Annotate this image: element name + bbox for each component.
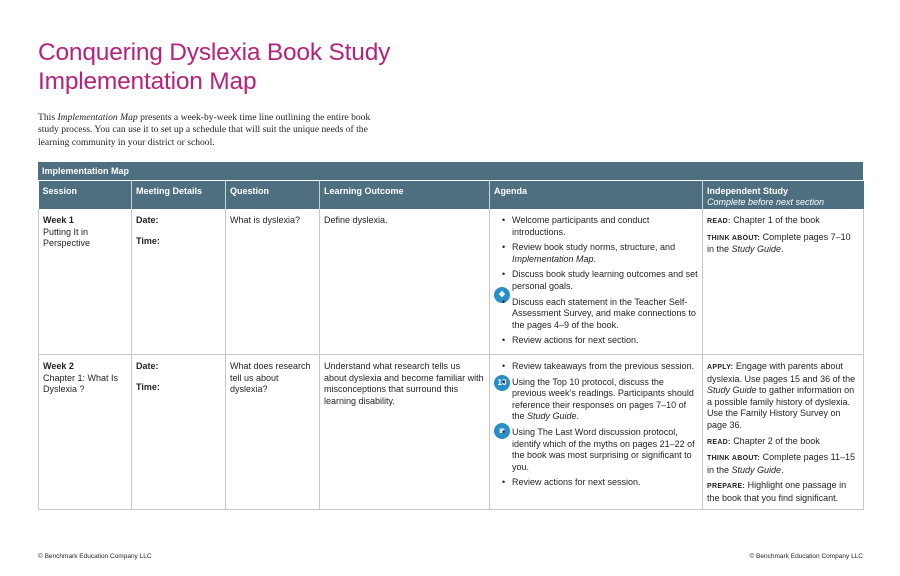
independent-text: Chapter 1 of the book <box>733 215 820 225</box>
header-agenda: Agenda <box>490 181 703 209</box>
top10-icon: 10 <box>494 375 510 391</box>
session-name: Putting It in Perspective <box>43 226 91 249</box>
table-caption: Implementation Map <box>38 162 863 181</box>
question-cell: What does research tell us about dyslexia? <box>226 355 320 510</box>
independent-item: APPLY: Engage with parents about dyslexia. Use pages 15 and 36 of the Study Guide to gather information on a possible family history of dyslexia. Use the Family History Survey on page 36. <box>707 361 856 430</box>
meeting-cell <box>132 209 226 355</box>
independent-label: THINK ABOUT: <box>707 234 761 242</box>
title-line-1: Conquering Dyslexia Book Study <box>38 39 391 66</box>
independent-item <box>707 480 859 504</box>
intro-em: Implementation Map <box>57 112 138 123</box>
table-header-row <box>39 181 864 209</box>
footer-copyright-right: © Benchmark Education Company LLC <box>749 553 863 560</box>
people-discussion-icon: ❖ <box>494 287 510 303</box>
list-item: • Review actions for next session. <box>512 477 698 489</box>
outcome-cell: Understand what research tells us about dyslexia and become familiar with misconceptions that surround this learning disability. <box>320 355 490 510</box>
agenda-cell <box>490 355 703 510</box>
independent-label: PREPARE: <box>707 483 746 491</box>
title-line-2: Implementation Map <box>38 68 257 95</box>
date-label: Date: <box>136 361 159 371</box>
intro-pre: This <box>38 112 58 123</box>
independent-cell <box>703 209 864 355</box>
week-label: Week 2 <box>43 361 74 371</box>
outcome-cell: Define dyslexia. <box>320 209 490 355</box>
independent-label: READ: <box>707 438 731 446</box>
agenda-list <box>490 215 698 347</box>
time-label: Time: <box>136 381 160 392</box>
question-cell: What is dyslexia? <box>226 209 320 355</box>
list-item: • Discuss book study learning outcomes and set personal goals. <box>512 269 698 292</box>
agenda-cell <box>490 209 703 355</box>
list-item: • Using the Top 10 protocol, discuss the previous week’s readings. Participants should reference their responses on pages 7–10 of the Study Guide. <box>512 377 698 423</box>
independent-label: READ: <box>707 218 731 225</box>
independent-item: THINK ABOUT: Complete pages 11–15 in the Study Guide. <box>707 452 856 475</box>
time-label: Time: <box>136 235 160 246</box>
implementation-map-table <box>38 162 863 510</box>
last-word-icon: ◙ <box>494 423 510 439</box>
list-item: • Using The Last Word discussion protocol, identify which of the myths on pages 21–22 of the book was most surprising or significant to you. <box>512 427 698 473</box>
agenda-list <box>490 361 698 489</box>
header-learning-outcome: Learning Outcome <box>320 181 490 209</box>
list-item: • Discuss each statement in the Teacher Self-Assessment Survey, and make connections to the pages 4–9 of the book. <box>512 297 698 332</box>
independent-cell <box>703 355 864 510</box>
session-name: Chapter 1: What Is Dyslexia ? <box>43 372 119 395</box>
independent-item: THINK ABOUT: Complete pages 7–10 in the Study Guide. <box>707 231 851 255</box>
meeting-cell <box>132 355 226 510</box>
footer-copyright-left: © Benchmark Education Company LLC <box>38 553 152 560</box>
list-item: • Welcome participants and conduct introductions. <box>512 215 698 238</box>
independent-item <box>707 215 859 228</box>
header-session: Session <box>39 181 132 209</box>
header-independent-label: Independent Study <box>707 186 788 196</box>
header-question: Question <box>226 181 320 209</box>
session-cell <box>39 209 132 355</box>
independent-text: Highlight one passage in the book that you find significant. <box>707 480 847 503</box>
list-item: • Review actions for next section. <box>512 335 698 347</box>
list-item: • Review takeaways from the previous session. <box>512 361 698 373</box>
session-cell <box>39 355 132 510</box>
header-independent-study <box>703 181 864 209</box>
header-independent-sub: Complete before next section <box>707 197 825 207</box>
date-label: Date: <box>136 215 159 225</box>
independent-item <box>707 436 859 449</box>
independent-text: Chapter 2 of the book <box>733 435 820 446</box>
intro-post: presents a week-by-week time line outlining the entire book study process. You can use it to set up a schedule that will suit the unique needs of the learning community in your district or school. <box>38 112 371 148</box>
week-label: Week 1 <box>43 215 74 225</box>
table-row <box>39 209 864 355</box>
header-meeting-details: Meeting Details <box>132 181 226 209</box>
independent-label: APPLY: <box>707 364 734 371</box>
list-item: • Review book study norms, structure, and Implementation Map. <box>512 242 698 265</box>
page-title <box>38 38 390 96</box>
intro-paragraph <box>38 112 378 149</box>
independent-label: THINK ABOUT: <box>707 455 761 463</box>
table-row <box>39 355 864 510</box>
